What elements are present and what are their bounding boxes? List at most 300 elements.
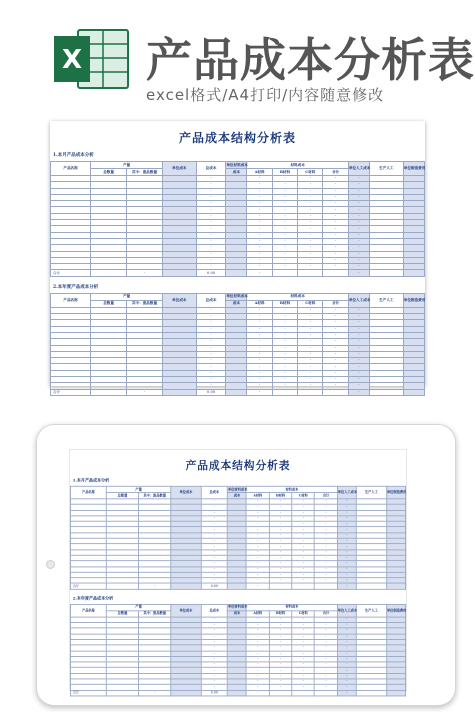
tablet-screen — [69, 449, 407, 695]
table-cell: - — [315, 685, 338, 691]
table-cell: - — [272, 370, 297, 376]
header-unit-cost: 单位成本 — [162, 162, 196, 176]
table-cell: - — [269, 673, 292, 679]
table-cell: - — [269, 561, 292, 567]
table-cell — [369, 389, 403, 395]
table-cell: - — [201, 572, 228, 578]
table-cell: - — [196, 226, 226, 232]
total-value: 0.00 — [201, 690, 228, 696]
table-cell: - — [272, 182, 297, 188]
table-cell: - — [298, 257, 323, 263]
table-cell: - — [298, 264, 323, 270]
table-cell: - — [246, 533, 269, 539]
table-cell: - — [315, 628, 338, 634]
table-cell: - — [201, 544, 228, 550]
table-cell: - — [323, 213, 348, 219]
table-cell: - — [315, 561, 338, 567]
table-cell — [269, 690, 292, 696]
table-cell: - — [247, 251, 272, 257]
table-cell: - — [247, 389, 272, 395]
table-cell: - — [298, 201, 323, 207]
table-cell: - — [298, 251, 323, 257]
table-cell: - — [246, 561, 269, 567]
table-cell: - — [246, 499, 269, 505]
table-cell: - — [315, 516, 338, 522]
table-cell: - — [323, 264, 348, 270]
table-cell: - — [272, 194, 297, 200]
table-cell: - — [292, 544, 315, 550]
table-cell: - — [337, 628, 356, 634]
table-cell: - — [247, 314, 272, 320]
table-cell: - — [315, 533, 338, 539]
table-cell: - — [272, 364, 297, 370]
table-cell: - — [292, 651, 315, 657]
table-cell: - — [292, 685, 315, 691]
table-cell: - — [247, 358, 272, 364]
table-cell: - — [348, 307, 369, 313]
table-cell: - — [247, 220, 272, 226]
table-cell: - — [269, 651, 292, 657]
table-cell: - — [246, 578, 269, 584]
table-cell: - — [247, 264, 272, 270]
header-material-unit: 成本 — [228, 611, 247, 617]
table-cell: - — [298, 245, 323, 251]
table-cell: - — [292, 639, 315, 645]
header-unit-mfg: 单位制造费用 — [403, 162, 424, 176]
table-cell — [403, 389, 424, 395]
table-cell: - — [246, 656, 269, 662]
table-cell: - — [298, 188, 323, 194]
table-cell — [91, 270, 127, 276]
header-material-unit: 成本 — [226, 169, 247, 176]
table-cell: - — [323, 257, 348, 263]
table-cell: - — [246, 521, 269, 527]
table-cell: - — [201, 550, 228, 556]
table-cell: - — [269, 521, 292, 527]
table-cell: - — [272, 188, 297, 194]
table-cell: - — [196, 320, 226, 326]
table-cell: - — [315, 656, 338, 662]
section-label-yearly: 2.本年度产品成本分析 — [53, 284, 99, 290]
table-cell: - — [323, 326, 348, 332]
table-cell: - — [298, 345, 323, 351]
table-cell: - — [247, 307, 272, 313]
table-cell: - — [247, 194, 272, 200]
table-cell: - — [247, 370, 272, 376]
table-cell: - — [247, 257, 272, 263]
table-cell: - — [298, 176, 323, 182]
table-cell: - — [246, 572, 269, 578]
table-cell: - — [196, 220, 226, 226]
table-cell: - — [337, 499, 356, 505]
table-cell: - — [196, 201, 226, 207]
table-cell: - — [196, 351, 226, 357]
table-cell: - — [323, 332, 348, 338]
page-subtitle: excel格式/A4打印/内容随意修改 — [146, 86, 385, 104]
cost-table-yearly — [70, 604, 406, 696]
header-unit-cost: 单位成本 — [171, 486, 201, 499]
table-cell: - — [337, 504, 356, 510]
table-cell: - — [348, 220, 369, 226]
table-cell: - — [298, 320, 323, 326]
table-cell — [272, 389, 297, 395]
table-cell: - — [298, 351, 323, 357]
table-cell: - — [323, 245, 348, 251]
table-cell: - — [298, 332, 323, 338]
header-a-material: A材料 — [247, 300, 272, 307]
table-cell: - — [292, 499, 315, 505]
header-unit-cost: 单位成本 — [171, 604, 201, 617]
table-cell: - — [247, 383, 272, 389]
table-cell — [292, 690, 315, 696]
table-cell: - — [337, 634, 356, 640]
total-row — [70, 690, 405, 696]
table-cell: - — [298, 207, 323, 213]
section-label-monthly: 1.本月产品成本分析 — [72, 478, 110, 484]
table-cell: - — [201, 662, 228, 668]
header-unit-material: 单位材料成本 — [226, 294, 248, 299]
total-value: 0.00 — [196, 389, 226, 395]
table-cell: - — [292, 550, 315, 556]
table-cell: - — [196, 251, 226, 257]
header-subtotal: 合计 — [323, 169, 348, 176]
table-cell: - — [247, 270, 272, 276]
table-cell: - — [348, 370, 369, 376]
table-cell: - — [196, 213, 226, 219]
total-row — [51, 389, 425, 395]
header-product-name: 产品名称 — [51, 293, 91, 307]
table-cell: - — [348, 389, 369, 395]
total-row — [70, 583, 405, 589]
table-cell: - — [337, 668, 356, 674]
table-cell: - — [337, 673, 356, 679]
table-cell — [171, 583, 201, 589]
table-cell: - — [337, 555, 356, 561]
header-output: 产量 — [91, 162, 163, 169]
sheet-title: 产品成本结构分析表 — [185, 458, 291, 472]
table-cell: - — [315, 499, 338, 505]
table-cell: - — [323, 220, 348, 226]
table-cell: - — [348, 207, 369, 213]
header-total-count: 总数量 — [91, 169, 127, 176]
table-cell: - — [269, 538, 292, 544]
table-cell: - — [272, 176, 297, 182]
table-cell: - — [337, 544, 356, 550]
header-output: 产量 — [106, 604, 170, 610]
table-cell: - — [247, 176, 272, 182]
header-unit-labor: 单位人工成本 — [337, 604, 356, 617]
table-cell: - — [246, 634, 269, 640]
table-cell: - — [323, 307, 348, 313]
table-cell — [356, 583, 386, 589]
table-cell: - — [247, 351, 272, 357]
table-cell — [162, 270, 196, 276]
table-cell: - — [196, 377, 226, 383]
table-cell: - — [348, 358, 369, 364]
header-unit-material: 单位材料成本 — [227, 605, 248, 609]
table-cell: - — [337, 583, 356, 589]
table-cell: - — [247, 238, 272, 244]
table-cell: - — [348, 339, 369, 345]
table-cell: - — [201, 617, 228, 623]
table-cell: - — [269, 685, 292, 691]
table-cell: - — [247, 201, 272, 207]
total-label: 合计 — [51, 270, 91, 276]
table-cell: - — [201, 521, 228, 527]
table-cell: - — [292, 578, 315, 584]
table-cell: - — [292, 623, 315, 629]
table-cell: - — [348, 245, 369, 251]
table-cell: - — [298, 358, 323, 364]
total-row — [51, 270, 425, 276]
header-total-cost: 总成本 — [201, 486, 228, 499]
table-cell: - — [298, 339, 323, 345]
tablet-mockup — [36, 424, 456, 706]
table-cell: - — [272, 245, 297, 251]
table-cell: - — [196, 314, 226, 320]
table-cell: - — [315, 623, 338, 629]
table-cell: - — [201, 555, 228, 561]
table-cell: - — [323, 188, 348, 194]
table-cell: - — [323, 201, 348, 207]
table-cell: - — [348, 364, 369, 370]
section-label-yearly: 2.本年度产品成本分析 — [72, 596, 114, 602]
header-c-material: C材料 — [298, 300, 323, 307]
table-cell: - — [315, 645, 338, 651]
table-cell: - — [292, 617, 315, 623]
header-c-material: C材料 — [298, 169, 323, 176]
table-cell: - — [247, 207, 272, 213]
table-cell: - — [272, 226, 297, 232]
table-cell: - — [298, 377, 323, 383]
table-cell: - — [196, 188, 226, 194]
table-cell: - — [196, 370, 226, 376]
header-scrap-count: 其中：废品数量 — [139, 493, 171, 499]
table-cell: - — [315, 555, 338, 561]
table-cell: - — [292, 561, 315, 567]
table-cell: - — [196, 307, 226, 313]
table-cell: - — [337, 572, 356, 578]
table-cell: - — [201, 516, 228, 522]
table-cell: - — [196, 326, 226, 332]
table-cell: - — [269, 572, 292, 578]
table-cell: - — [315, 673, 338, 679]
header-product-name: 产品名称 — [70, 604, 106, 617]
header-a-material: A材料 — [247, 169, 272, 176]
excel-icon — [52, 28, 130, 90]
table-cell: - — [348, 314, 369, 320]
table-cell: - — [201, 499, 228, 505]
table-cell: - — [246, 690, 269, 696]
table-cell — [106, 583, 138, 589]
table-cell: - — [292, 527, 315, 533]
table-cell: - — [201, 656, 228, 662]
table-cell — [171, 690, 201, 696]
header-material-cost: 材料成本 — [246, 486, 337, 492]
table-cell: - — [337, 656, 356, 662]
table-cell: - — [292, 656, 315, 662]
table-cell — [226, 270, 247, 276]
table-cell — [369, 270, 403, 276]
header-labor: 生产人工 — [356, 486, 386, 499]
table-cell — [226, 389, 247, 395]
table-cell: - — [246, 685, 269, 691]
table-cell: - — [247, 377, 272, 383]
table-cell: - — [272, 326, 297, 332]
table-cell: - — [298, 213, 323, 219]
table-cell: - — [272, 220, 297, 226]
table-cell: - — [292, 634, 315, 640]
table-cell: - — [298, 182, 323, 188]
table-cell: - — [139, 690, 171, 696]
table-cell: - — [272, 332, 297, 338]
table-cell: - — [272, 307, 297, 313]
table-cell — [315, 583, 338, 589]
table-cell: - — [337, 645, 356, 651]
header-subtotal: 合计 — [315, 611, 338, 617]
table-cell: - — [127, 270, 163, 276]
cost-table-monthly — [70, 486, 406, 590]
table-cell: - — [348, 226, 369, 232]
table-cell: - — [272, 207, 297, 213]
header-total-count: 总数量 — [106, 611, 138, 617]
table-cell — [269, 583, 292, 589]
sheet-title: 产品成本结构分析表 — [178, 131, 296, 145]
header-scrap-count: 其中：废品数量 — [139, 611, 171, 617]
table-cell: - — [292, 555, 315, 561]
table-cell: - — [348, 345, 369, 351]
table-cell: - — [348, 383, 369, 389]
header-unit-material: 单位材料成本 — [227, 487, 248, 491]
header-a-material: A材料 — [246, 611, 269, 617]
table-cell: - — [323, 377, 348, 383]
table-cell: - — [348, 257, 369, 263]
table-cell: - — [269, 628, 292, 634]
table-cell: - — [201, 561, 228, 567]
table-cell: - — [269, 645, 292, 651]
table-cell: - — [348, 213, 369, 219]
table-cell: - — [298, 307, 323, 313]
table-cell: - — [323, 314, 348, 320]
table-cell: - — [337, 639, 356, 645]
header-b-material: B材料 — [272, 300, 297, 307]
table-cell: - — [269, 510, 292, 516]
table-cell: - — [292, 521, 315, 527]
table-cell: - — [246, 550, 269, 556]
table-cell: - — [315, 510, 338, 516]
table-cell: - — [315, 504, 338, 510]
table-cell: - — [337, 623, 356, 629]
table-cell: - — [201, 567, 228, 573]
header-a-material: A材料 — [246, 493, 269, 499]
table-cell: - — [337, 662, 356, 668]
table-cell: - — [196, 364, 226, 370]
table-cell: - — [323, 339, 348, 345]
table-cell: - — [315, 527, 338, 533]
header-b-material: B材料 — [269, 611, 292, 617]
table-cell — [315, 690, 338, 696]
sheet — [70, 450, 406, 696]
table-cell: - — [337, 533, 356, 539]
table-cell: - — [315, 544, 338, 550]
table-cell: - — [348, 182, 369, 188]
table-cell: - — [201, 639, 228, 645]
table-cell: - — [201, 645, 228, 651]
table-cell: - — [323, 370, 348, 376]
table-cell: - — [247, 345, 272, 351]
table-cell: - — [201, 623, 228, 629]
total-label: 合计 — [70, 690, 106, 696]
table-cell: - — [292, 668, 315, 674]
table-cell: - — [337, 561, 356, 567]
table-cell — [298, 270, 323, 276]
table-cell: - — [269, 639, 292, 645]
table-cell: - — [272, 251, 297, 257]
table-cell: - — [196, 176, 226, 182]
table-cell: - — [246, 645, 269, 651]
table-cell: - — [292, 572, 315, 578]
table-cell: - — [292, 628, 315, 634]
table-cell: - — [292, 679, 315, 685]
table-cell: - — [269, 527, 292, 533]
table-cell: - — [246, 567, 269, 573]
table-cell: - — [337, 521, 356, 527]
table-cell: - — [348, 201, 369, 207]
table-cell: - — [201, 504, 228, 510]
header-output: 产量 — [91, 293, 163, 300]
table-cell: - — [272, 257, 297, 263]
table-cell: - — [269, 617, 292, 623]
table-cell: - — [201, 527, 228, 533]
table-cell: - — [247, 213, 272, 219]
total-label: 合计 — [51, 389, 91, 395]
table-cell: - — [196, 257, 226, 263]
table-cell: - — [323, 364, 348, 370]
table-cell: - — [269, 662, 292, 668]
table-cell: - — [315, 639, 338, 645]
table-cell: - — [196, 238, 226, 244]
table-cell: - — [247, 320, 272, 326]
header-material-cost: 材料成本 — [247, 162, 348, 169]
table-cell: - — [269, 656, 292, 662]
total-value: 0.00 — [201, 583, 228, 589]
table-cell: - — [272, 383, 297, 389]
header-total-cost: 总成本 — [201, 604, 228, 617]
table-cell: - — [247, 326, 272, 332]
header-labor: 生产人工 — [369, 293, 403, 307]
table-cell: - — [139, 583, 171, 589]
table-cell: - — [337, 510, 356, 516]
page-title: 产品成本分析表 — [146, 33, 475, 87]
header-unit-labor: 单位人工成本 — [348, 162, 369, 176]
table-cell: - — [315, 662, 338, 668]
table-cell: - — [196, 332, 226, 338]
header-material-unit: 成本 — [226, 300, 247, 307]
cost-table-yearly — [50, 293, 425, 396]
header-unit-mfg: 单位制造费用 — [387, 486, 406, 499]
table-cell: - — [246, 673, 269, 679]
table-cell: - — [298, 383, 323, 389]
table-cell: - — [315, 572, 338, 578]
table-cell: - — [298, 364, 323, 370]
table-cell: - — [196, 383, 226, 389]
table-cell: - — [272, 351, 297, 357]
table-cell: - — [323, 320, 348, 326]
table-cell: - — [292, 673, 315, 679]
header-product-name: 产品名称 — [51, 162, 91, 176]
table-cell: - — [348, 194, 369, 200]
table-cell — [298, 389, 323, 395]
